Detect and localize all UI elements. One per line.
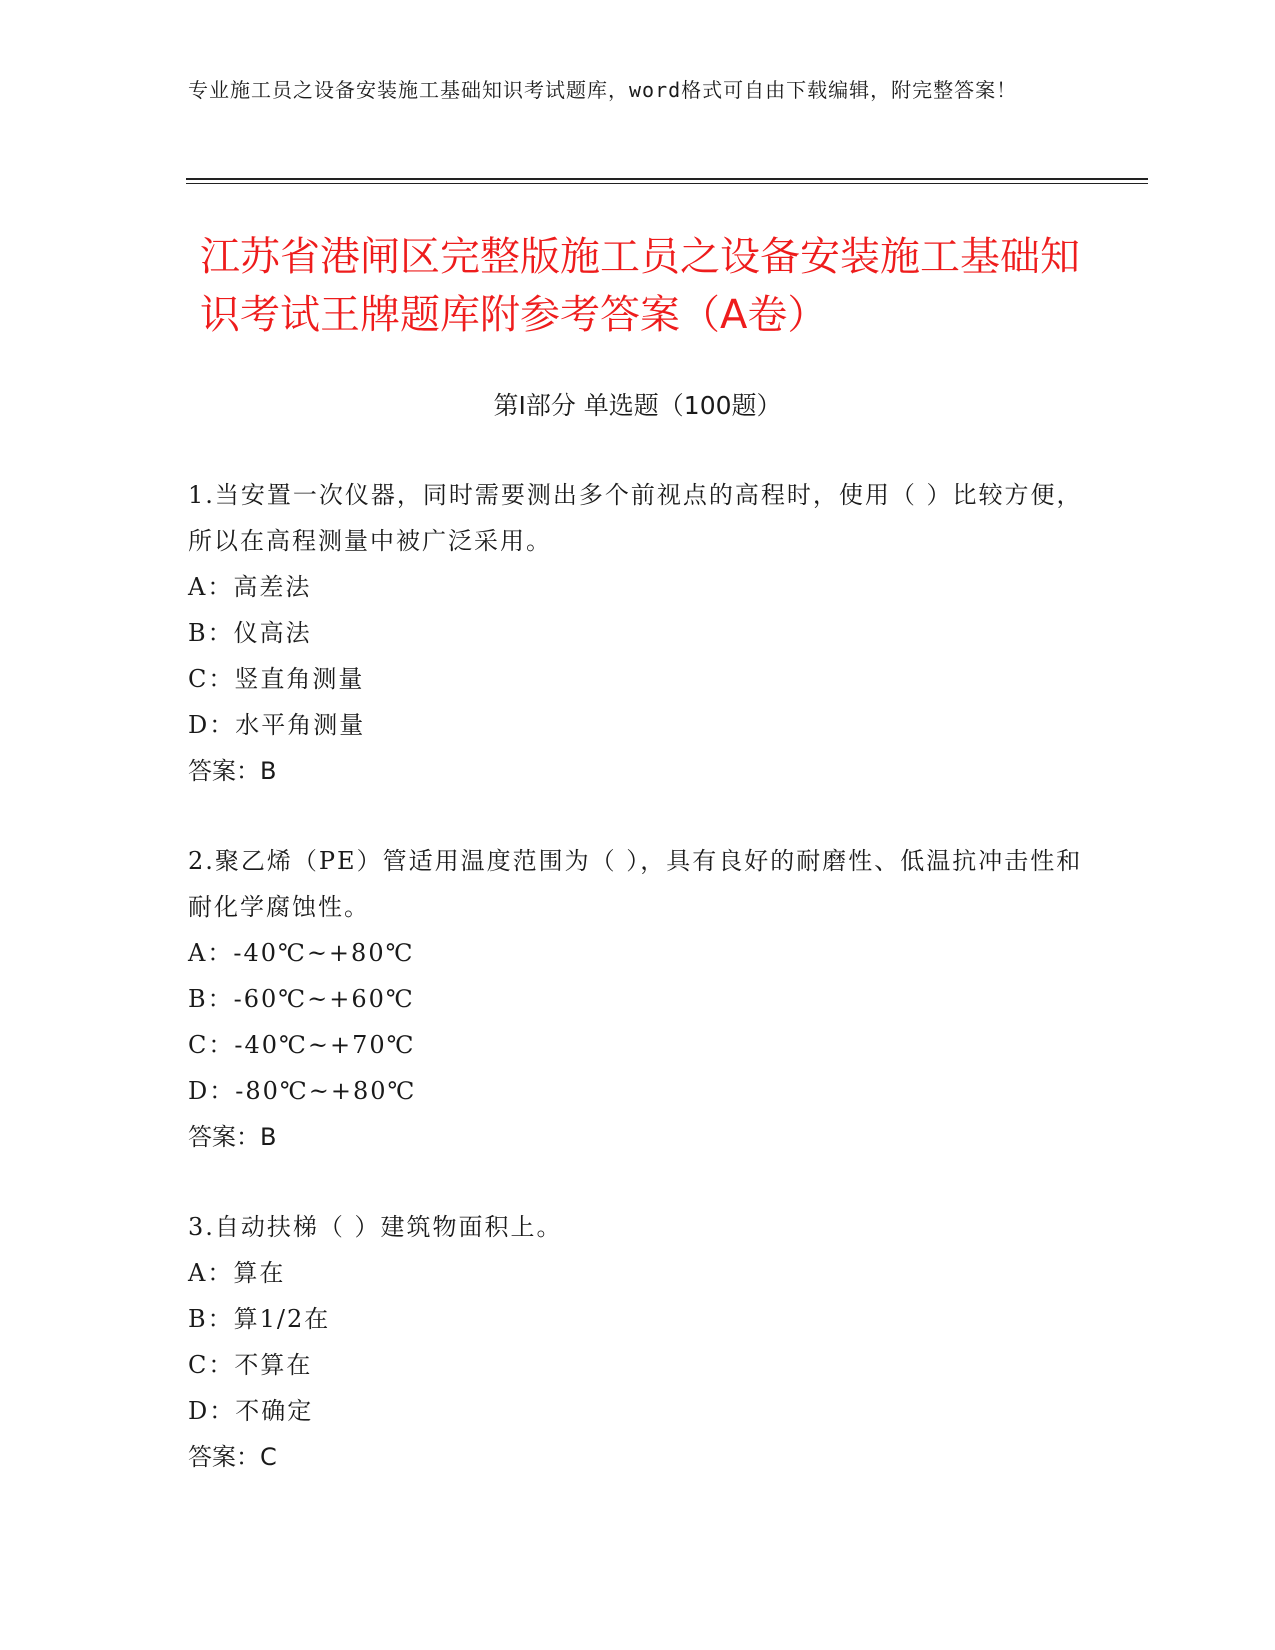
option-b: B：仪高法 <box>188 619 312 647</box>
option-a: A：-40℃~+80℃ <box>188 939 415 967</box>
header-divider <box>186 178 1148 180</box>
question-list <box>188 472 1088 1524</box>
option-b: B：-60℃~+60℃ <box>188 985 415 1013</box>
option-d: D：不确定 <box>188 1397 314 1425</box>
question-stem: 1.当安置一次仪器，同时需要测出多个前视点的高程时，使用（ ）比较方便，所以在高程测量中被广泛采用。 <box>188 481 1083 555</box>
question-2 <box>188 838 1088 1160</box>
option-a: A：高差法 <box>188 573 312 601</box>
option-a: A：算在 <box>188 1259 286 1287</box>
answer: 答案：B <box>188 1123 277 1151</box>
question-stem: 2.聚乙烯（PE）管适用温度范围为（ ），具有良好的耐磨性、低温抗冲击性和耐化学腐蚀性。 <box>188 847 1083 921</box>
question-stem: 3.自动扶梯（ ）建筑物面积上。 <box>188 1213 563 1241</box>
section-title: 第Ⅰ部分 单选题（100题） <box>493 391 782 420</box>
question-1 <box>188 472 1088 794</box>
option-c: C：竖直角测量 <box>188 665 365 693</box>
option-d: D：-80℃~+80℃ <box>188 1077 417 1105</box>
option-c: C：不算在 <box>188 1351 313 1379</box>
answer: 答案：C <box>188 1443 277 1471</box>
header-note: 专业施工员之设备安装施工基础知识考试题库，word格式可自由下载编辑，附完整答案！ <box>188 78 1018 102</box>
answer: 答案：B <box>188 757 277 785</box>
option-d: D：水平角测量 <box>188 711 366 739</box>
option-c: C：-40℃~+70℃ <box>188 1031 416 1059</box>
option-b: B：算1/2在 <box>188 1305 331 1333</box>
header-divider-thin <box>186 183 1148 184</box>
question-3 <box>188 1204 1088 1480</box>
document-title: 江苏省港闸区完整版施工员之设备安装施工基础知识考试王牌题库附参考答案（A卷） <box>200 234 1080 338</box>
